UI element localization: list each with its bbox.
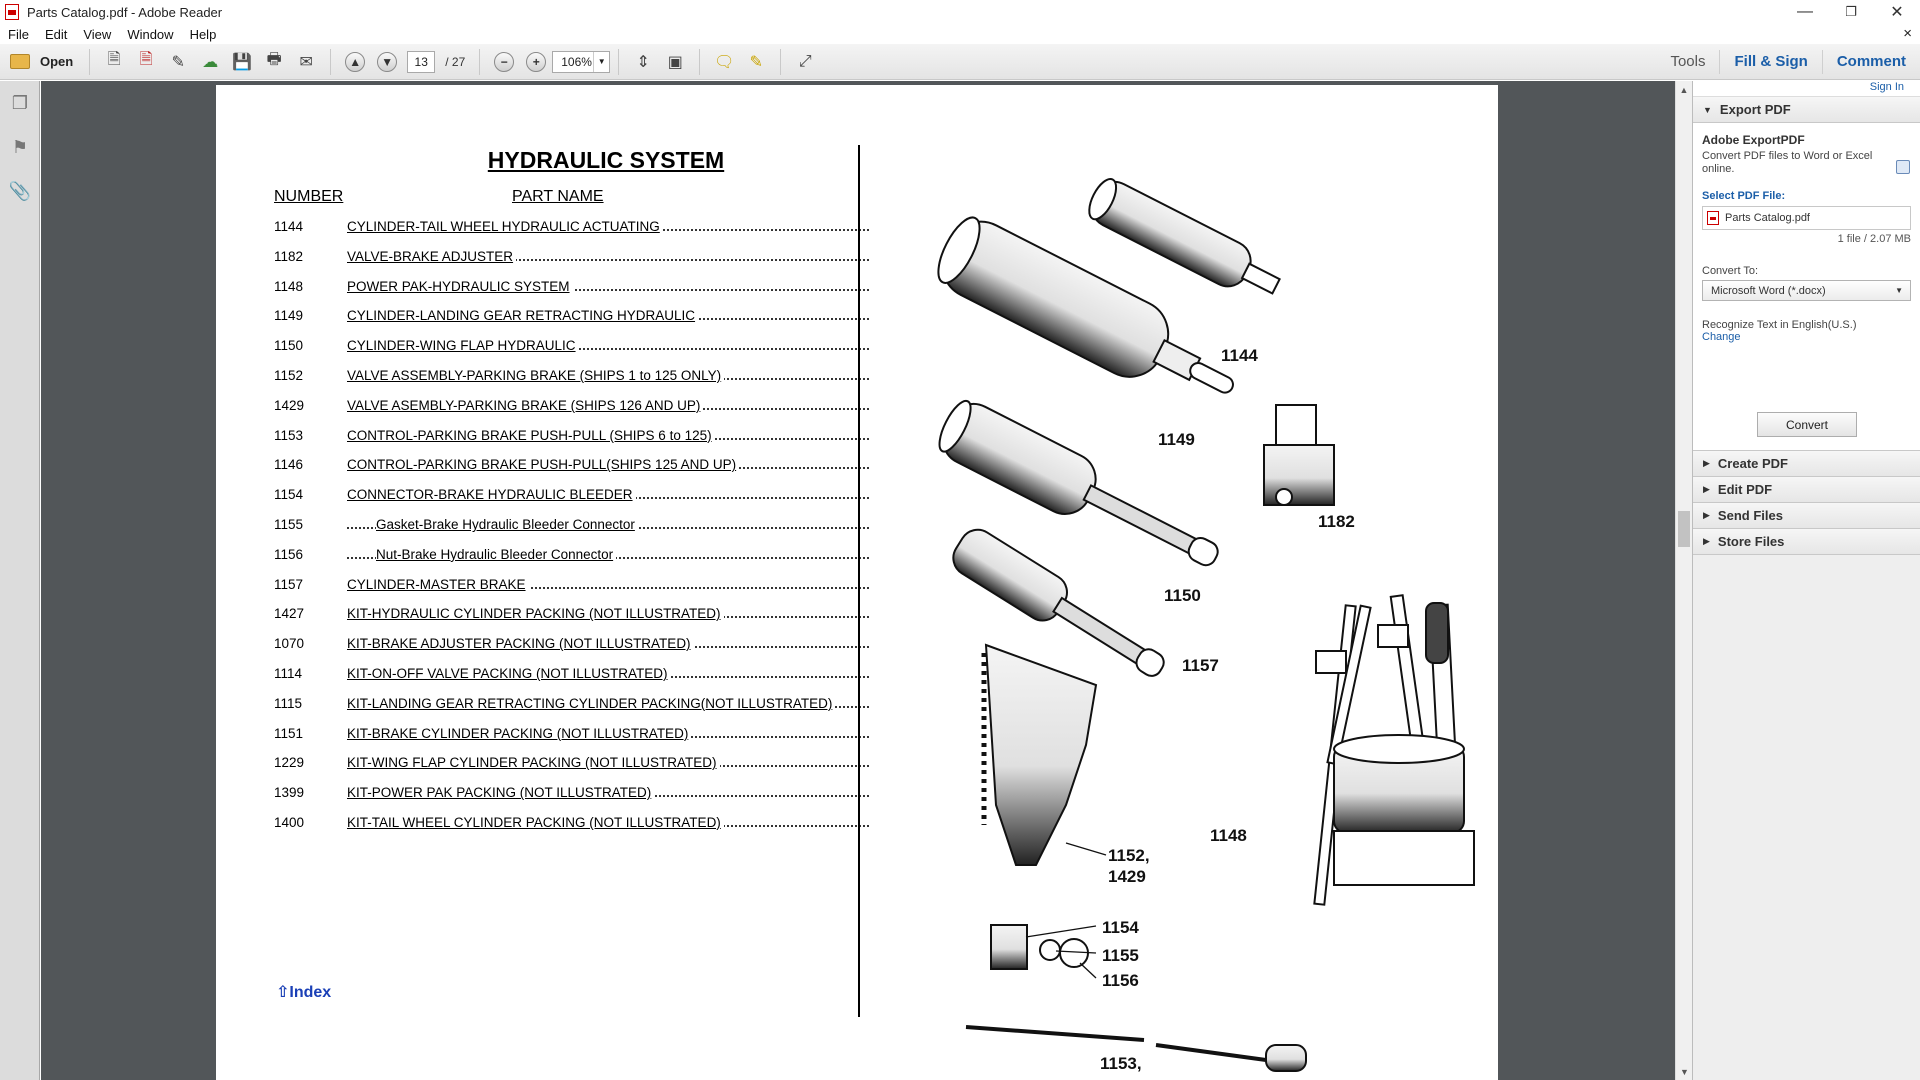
part-name-link[interactable]: CONTROL-PARKING BRAKE PUSH-PULL(SHIPS 125 AND UP) bbox=[347, 457, 739, 472]
toolbar-separator bbox=[618, 49, 619, 75]
plus-icon: + bbox=[526, 52, 546, 72]
convert-to-select[interactable] bbox=[1702, 280, 1911, 301]
export-pdf-icon bbox=[1896, 160, 1910, 174]
export-description: Convert PDF files to Word or Excel online. bbox=[1702, 150, 1873, 175]
selected-file-field[interactable] bbox=[1702, 206, 1911, 230]
part-number: 1156 bbox=[274, 546, 304, 562]
part-name-link[interactable]: CYLINDER-TAIL WHEEL HYDRAULIC ACTUATING bbox=[347, 219, 663, 234]
toolbar-separator bbox=[699, 49, 700, 75]
part-number: 1149 bbox=[274, 308, 304, 324]
part-number: 1399 bbox=[274, 785, 305, 801]
page-thumbnails-button[interactable] bbox=[0, 81, 40, 125]
document-viewport[interactable] bbox=[41, 81, 1675, 1080]
zoom-in-button[interactable] bbox=[522, 48, 550, 76]
full-screen-button[interactable] bbox=[791, 48, 819, 76]
vertical-scrollbar[interactable] bbox=[1675, 81, 1692, 1080]
highlighter-icon: ✎ bbox=[749, 53, 763, 71]
minimize-icon: — bbox=[1797, 3, 1813, 20]
comment-button[interactable]: Comment bbox=[1822, 50, 1920, 74]
callout-1148: 1148 bbox=[1210, 826, 1247, 845]
part-number: 1229 bbox=[274, 755, 305, 771]
callout-1157: 1157 bbox=[1182, 656, 1219, 675]
select-file-label: Select PDF File: bbox=[1702, 190, 1786, 202]
export-title: Adobe ExportPDF bbox=[1702, 133, 1805, 147]
attachments-button[interactable] bbox=[0, 169, 40, 213]
part-name-link[interactable]: KIT-BRAKE CYLINDER PACKING (NOT ILLUSTRATED) bbox=[347, 726, 691, 741]
part-number: 1155 bbox=[274, 517, 304, 532]
menu-help[interactable]: Help bbox=[189, 26, 217, 42]
part-number: 1182 bbox=[274, 248, 304, 264]
part-name-link[interactable]: VALVE ASEMBLY-PARKING BRAKE (SHIPS 126 AND UP) bbox=[347, 398, 703, 413]
restore-button[interactable] bbox=[1828, 0, 1874, 24]
save-button[interactable] bbox=[228, 48, 256, 76]
task-pane bbox=[1692, 81, 1920, 1080]
toolbar bbox=[0, 44, 1920, 80]
create-pdf-section-header[interactable] bbox=[1693, 451, 1920, 477]
page-total: / 27 bbox=[445, 54, 466, 69]
callout-1182: 1182 bbox=[1318, 512, 1355, 531]
export-pdf-label: Export PDF bbox=[1719, 102, 1791, 117]
convert-to-value: Microsoft Word (*.docx) bbox=[1711, 284, 1826, 297]
triangle-right-icon: ▶ bbox=[1703, 510, 1710, 520]
arrow-up-icon: ▲ bbox=[345, 52, 365, 72]
part-number: 1427 bbox=[274, 606, 305, 622]
part-name-link[interactable]: KIT-LANDING GEAR RETRACTING CYLINDER PACKING(NOT ILLUSTRATED) bbox=[347, 696, 835, 711]
open-label: Open bbox=[40, 54, 74, 69]
part-name-link[interactable]: KIT-HYDRAULIC CYLINDER PACKING (NOT ILLUSTRATED) bbox=[347, 606, 724, 621]
part-1148-drawing bbox=[1314, 595, 1474, 904]
part-number: 1148 bbox=[274, 278, 304, 294]
callout-1149: 1149 bbox=[1158, 430, 1195, 449]
task-buttons bbox=[1656, 44, 1920, 80]
part-name-link[interactable]: KIT-BRAKE ADJUSTER PACKING (NOT ILLUSTRATED) bbox=[347, 636, 694, 651]
bookmark-icon: ⚑ bbox=[11, 136, 29, 157]
store-files-label: Store Files bbox=[1717, 534, 1785, 549]
window-controls bbox=[1782, 0, 1920, 24]
index-link[interactable]: ⇧Index bbox=[276, 984, 332, 1001]
number-column-header: NUMBER bbox=[274, 188, 344, 205]
callout-1152: 1152, bbox=[1108, 846, 1150, 865]
fit-page-icon: ▣ bbox=[667, 53, 683, 71]
sign-in-link[interactable]: Sign In bbox=[1693, 81, 1920, 97]
expand-icon: ⤢ bbox=[798, 52, 812, 70]
part-number: 1152 bbox=[274, 368, 304, 383]
edit-pdf-icon: ✎ bbox=[171, 53, 185, 71]
minimize-button[interactable] bbox=[1782, 0, 1828, 24]
send-files-section-header[interactable] bbox=[1693, 503, 1920, 529]
triangle-right-icon: ▶ bbox=[1703, 536, 1710, 546]
zoom-value: 106% bbox=[561, 54, 592, 69]
restore-icon: ❐ bbox=[1845, 4, 1857, 19]
print-icon: 🖶 bbox=[266, 51, 282, 68]
highlight-button[interactable] bbox=[742, 48, 770, 76]
cloud-upload-icon: ☁ bbox=[202, 53, 219, 71]
convert-to-label: Convert To: bbox=[1702, 265, 1759, 277]
part-number: 1157 bbox=[274, 576, 304, 592]
menu-edit[interactable]: Edit bbox=[44, 26, 68, 42]
part-name-link[interactable]: CONTROL-PARKING BRAKE PUSH-PULL (SHIPS 6 to 125) bbox=[347, 428, 715, 443]
edit-pdf-section-header[interactable] bbox=[1693, 477, 1920, 503]
callout-1144: 1144 bbox=[1221, 346, 1258, 365]
page-title: HYDRAULIC SYSTEM bbox=[487, 147, 725, 173]
part-name-link[interactable]: VALVE-BRAKE ADJUSTER bbox=[347, 249, 516, 264]
callout-1155: 1155 bbox=[1102, 946, 1139, 965]
part-name-link[interactable]: Nut-Brake Hydraulic Bleeder Connector bbox=[376, 547, 616, 562]
scrollbar-thumb[interactable] bbox=[1678, 511, 1690, 547]
part-number: 1154 bbox=[274, 487, 304, 503]
export-pdf-icon: 🗎 bbox=[139, 51, 153, 68]
menu-file[interactable]: File bbox=[8, 26, 29, 42]
store-files-section-header[interactable] bbox=[1693, 529, 1920, 555]
create-pdf-button[interactable] bbox=[100, 48, 128, 76]
convert-button[interactable]: Convert bbox=[1757, 412, 1857, 437]
save-icon: 💾 bbox=[232, 53, 253, 71]
part-name-link[interactable]: KIT-WING FLAP CYLINDER PACKING (NOT ILLUSTRATED) bbox=[347, 755, 720, 770]
callout-1429: 1429 bbox=[1108, 867, 1146, 886]
part-number: 1150 bbox=[274, 338, 304, 354]
export-pdf-section-header[interactable] bbox=[1693, 97, 1920, 123]
triangle-right-icon: ▶ bbox=[1703, 484, 1710, 494]
part-name-link[interactable]: POWER PAK-HYDRAULIC SYSTEM bbox=[347, 279, 573, 294]
part-name-link[interactable]: Gasket-Brake Hydraulic Bleeder Connector bbox=[376, 517, 638, 532]
email-button[interactable] bbox=[292, 48, 320, 76]
part-number: 1151 bbox=[274, 725, 304, 741]
part-number: 1144 bbox=[274, 219, 304, 234]
change-language-link[interactable]: Change bbox=[1702, 331, 1741, 343]
pdf-file-icon bbox=[1707, 211, 1719, 225]
part-number: 1146 bbox=[274, 457, 304, 473]
triangle-down-icon: ▼ bbox=[1703, 104, 1712, 115]
previous-page-button[interactable] bbox=[341, 48, 369, 76]
scroll-mode-button[interactable] bbox=[629, 48, 657, 76]
part-1157-drawing bbox=[947, 523, 1174, 690]
recognize-text-label: Recognize Text in English(U.S.) bbox=[1702, 319, 1857, 331]
bookmarks-button[interactable] bbox=[0, 125, 40, 169]
selected-file-name: Parts Catalog.pdf bbox=[1725, 212, 1810, 224]
title-bar bbox=[0, 0, 1920, 24]
pdf-page bbox=[216, 85, 1498, 1080]
tools-button[interactable]: Tools bbox=[1670, 53, 1706, 70]
part-1152-drawing bbox=[984, 645, 1096, 865]
part-name-link[interactable]: KIT-POWER PAK PACKING (NOT ILLUSTRATED) bbox=[347, 785, 654, 800]
hydraulic-parts-illustration bbox=[866, 105, 1496, 1075]
paperclip-icon: 📎 bbox=[8, 180, 32, 201]
next-page-button[interactable] bbox=[373, 48, 401, 76]
part-number: 1429 bbox=[274, 397, 305, 413]
part-number: 1400 bbox=[274, 815, 305, 830]
toolbar-separator bbox=[89, 49, 90, 75]
page-number-input[interactable]: 13 bbox=[407, 51, 435, 73]
export-pdf-panel bbox=[1693, 123, 1920, 451]
minus-icon: − bbox=[494, 52, 514, 72]
toolbar-separator bbox=[780, 49, 781, 75]
part-number: 1153 bbox=[274, 427, 304, 443]
arrow-down-icon: ▼ bbox=[377, 52, 397, 72]
scroll-down-arrow-icon[interactable]: ▼ bbox=[1680, 1066, 1689, 1077]
part-name-link[interactable]: CYLINDER-MASTER BRAKE bbox=[347, 577, 529, 592]
window-title: Parts Catalog.pdf - Adobe Reader bbox=[27, 4, 223, 20]
zoom-select[interactable] bbox=[552, 51, 610, 73]
create-pdf-icon: 🗎 bbox=[107, 51, 121, 68]
fit-page-button[interactable] bbox=[661, 48, 689, 76]
sticky-note-button[interactable] bbox=[710, 48, 738, 76]
part-name-link[interactable]: CYLINDER-LANDING GEAR RETRACTING HYDRAULIC bbox=[347, 308, 698, 323]
navigation-pane bbox=[0, 81, 40, 1080]
folder-icon bbox=[10, 54, 30, 69]
edit-pdf-label: Edit PDF bbox=[1717, 482, 1773, 497]
part-name-link[interactable]: CYLINDER-WING FLAP HYDRAULIC bbox=[347, 338, 579, 353]
print-button[interactable] bbox=[260, 48, 288, 76]
edit-pdf-button[interactable] bbox=[164, 48, 192, 76]
menu-view[interactable]: View bbox=[83, 26, 112, 42]
send-files-label: Send Files bbox=[1717, 508, 1783, 523]
scroll-mode-icon: ⇕ bbox=[636, 53, 650, 71]
upload-button[interactable] bbox=[196, 48, 224, 76]
file-info: 1 file / 2.07 MB bbox=[1837, 233, 1911, 245]
callout-1153: 1153, bbox=[1100, 1054, 1142, 1073]
create-pdf-label: Create PDF bbox=[1717, 456, 1788, 471]
open-button[interactable] bbox=[0, 54, 81, 69]
part-1154-drawing bbox=[991, 925, 1088, 969]
close-document-button[interactable]: × bbox=[1903, 25, 1912, 42]
toolbar-separator bbox=[330, 49, 331, 75]
export-pdf-button[interactable] bbox=[132, 48, 160, 76]
chevron-down-icon: ▼ bbox=[593, 52, 609, 72]
callout-1156: 1156 bbox=[1102, 971, 1139, 990]
part-number: 1114 bbox=[274, 666, 303, 681]
zoom-out-button[interactable] bbox=[490, 48, 518, 76]
close-icon: ✕ bbox=[1890, 4, 1904, 21]
menu-window[interactable]: Window bbox=[127, 26, 174, 42]
comment-bubble-icon: 🗨 bbox=[714, 53, 735, 71]
close-button[interactable] bbox=[1874, 0, 1920, 24]
part-name-link[interactable]: CONNECTOR-BRAKE HYDRAULIC BLEEDER bbox=[347, 487, 636, 502]
adobe-reader-icon bbox=[5, 4, 19, 20]
scroll-up-arrow-icon[interactable]: ▲ bbox=[1679, 84, 1689, 95]
fill-sign-button[interactable]: Fill & Sign bbox=[1719, 50, 1821, 74]
part-name-link[interactable]: VALVE ASSEMBLY-PARKING BRAKE (SHIPS 1 to 125 ONLY) bbox=[347, 368, 724, 383]
callout-1154: 1154 bbox=[1102, 918, 1139, 937]
part-1182-drawing bbox=[1264, 405, 1334, 505]
part-name-link[interactable]: KIT-ON-OFF VALVE PACKING (NOT ILLUSTRATED) bbox=[347, 666, 671, 681]
part-name-column-header: PART NAME bbox=[512, 188, 604, 205]
part-name-link[interactable]: KIT-TAIL WHEEL CYLINDER PACKING (NOT ILLUSTRATED) bbox=[347, 815, 724, 830]
chevron-down-icon: ▼ bbox=[1895, 286, 1903, 295]
part-number: 1115 bbox=[274, 695, 303, 711]
pages-icon: ❐ bbox=[11, 92, 29, 113]
triangle-right-icon: ▶ bbox=[1703, 458, 1710, 468]
callout-1150: 1150 bbox=[1164, 586, 1201, 605]
toolbar-separator bbox=[479, 49, 480, 75]
part-number: 1070 bbox=[274, 636, 305, 652]
column-divider bbox=[858, 145, 860, 1017]
mail-icon: ✉ bbox=[299, 53, 313, 71]
menu-bar bbox=[0, 24, 1920, 44]
